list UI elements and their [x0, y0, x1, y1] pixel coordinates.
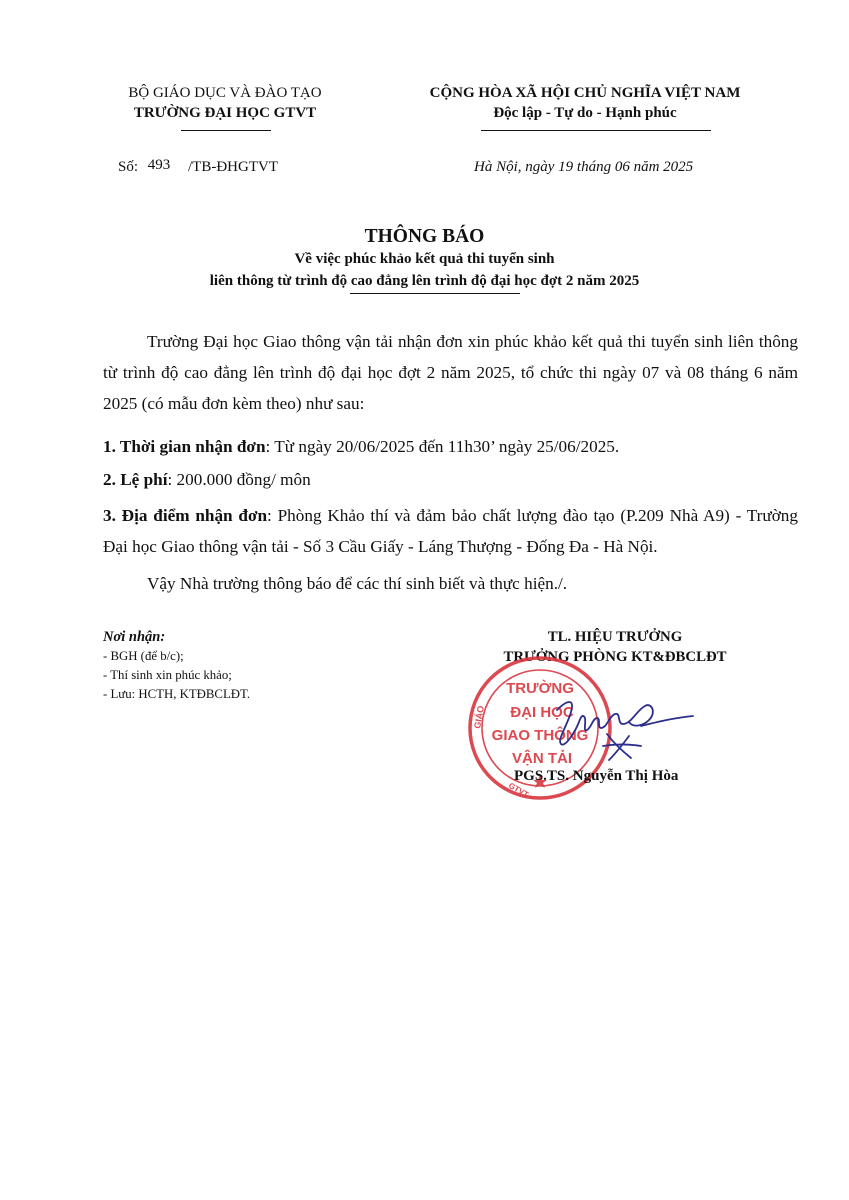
- closing-line: Vậy Nhà trường thông báo để các thí sinh biết và thực hiện./.: [147, 574, 568, 593]
- handwritten-signature: [545, 688, 705, 768]
- stamp-text-line2: ĐẠI HỌC: [510, 704, 574, 721]
- recipient-item: - Lưu: HCTH, KTĐBCLĐT.: [103, 687, 251, 701]
- document-title: THÔNG BÁO: [364, 226, 485, 247]
- stamp-text-line3: GIAO THÔNG: [491, 727, 589, 744]
- recipient-item: - BGH (để b/c);: [103, 649, 184, 663]
- stamp-text-line4: VẬN TẢI: [512, 750, 572, 767]
- item-3-label: 3. Địa điểm nhận đơn: [103, 506, 268, 525]
- svg-text:GIÁO: GIÁO: [472, 704, 486, 730]
- left-header-underline: [181, 130, 271, 131]
- date-line: Hà Nội, ngày 19 tháng 06 năm 2025: [474, 159, 694, 175]
- item-3-text: : Phòng Khảo thí và đảm bảo chất lượng đào tạo (P.209 Nhà A9) - Trường Đại học Giao thông vận tải - Số 3 Cầu Giấy - Láng Thượng - Đống Đa - Hà Nội.: [103, 506, 798, 556]
- title-underline: [350, 293, 520, 294]
- number-suffix: /TB-ĐHGTVT: [188, 159, 279, 175]
- title-subject-line2: liên thông từ trình độ cao đẳng lên trình độ đại học đợt 2 năm 2025: [209, 273, 640, 289]
- item-2: [103, 464, 798, 495]
- item-1-text: : Từ ngày 20/06/2025 đến 11h30’ ngày 25/06/2025.: [265, 437, 620, 456]
- recipients-title: Nơi nhận:: [103, 629, 166, 645]
- ministry-name: BỘ GIÁO DỤC VÀ ĐÀO TẠO: [128, 85, 322, 101]
- item-2-text: : 200.000 đồng/ môn: [167, 470, 311, 489]
- title-subject-line1: Về việc phúc khảo kết quả thi tuyển sinh: [294, 251, 555, 267]
- intro-paragraph: Trường Đại học Giao thông vận tải nhận đơn xin phúc khảo kết quả thi tuyển sinh liên thông từ trình độ cao đẳng lên trình độ đại học đợt 2 năm 2025, tổ chức thi ngày 07 và 08 tháng 6 năm 2025 (có mẫu đơn kèm theo) như sau:: [103, 332, 798, 413]
- signature-position: TRƯỞNG PHÒNG KT&ĐBCLĐT: [503, 649, 727, 665]
- item-2-label: 2. Lệ phí: [103, 470, 168, 489]
- recipients-block: [103, 628, 250, 704]
- right-header-underline: [481, 130, 711, 131]
- item-1-label: 1. Thời gian nhận đơn: [103, 437, 266, 456]
- recipient-item: - Thí sinh xin phúc khảo;: [103, 668, 232, 682]
- signer-name: PGS.TS. Nguyễn Thị Hòa: [514, 768, 679, 784]
- stamp-text-line1: TRƯỜNG: [506, 680, 574, 697]
- signature-authority: TL. HIỆU TRƯỞNG: [547, 629, 683, 645]
- svg-text:GTVT: GTVT: [507, 780, 530, 800]
- university-name: TRƯỜNG ĐẠI HỌC GTVT: [133, 105, 317, 121]
- number-prefix: Số:: [118, 159, 139, 175]
- document-number: [118, 157, 278, 177]
- item-3: [103, 500, 798, 562]
- number-value: 493: [147, 157, 171, 173]
- item-1: [103, 431, 798, 462]
- country-name: CỘNG HÒA XÃ HỘI CHỦ NGHĨA VIỆT NAM: [429, 85, 741, 101]
- motto: Độc lập - Tự do - Hạnh phúc: [493, 105, 677, 121]
